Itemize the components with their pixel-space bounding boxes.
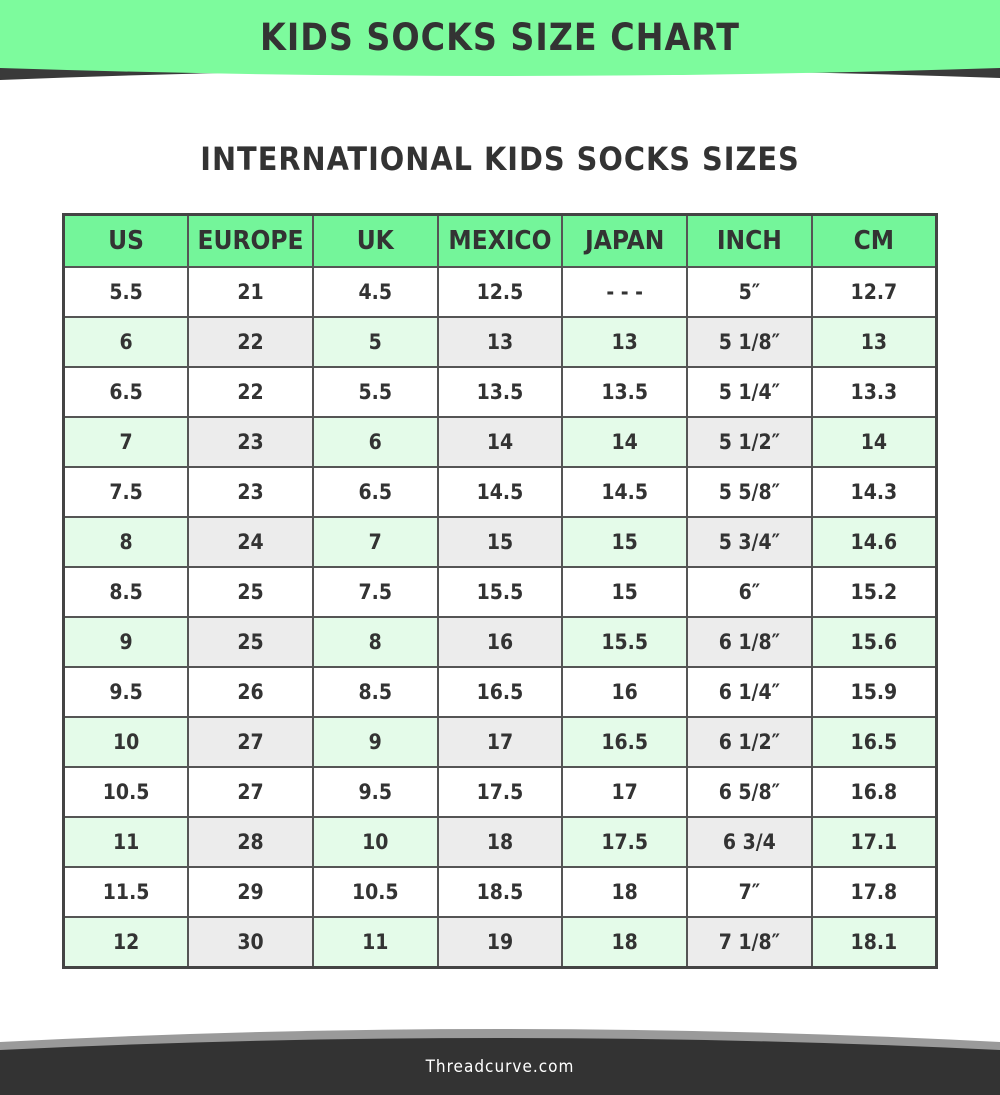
cell-japan: 16: [562, 667, 687, 717]
table-row: [64, 517, 937, 567]
cell-mexico: 18.5: [438, 867, 563, 917]
cell-japan: 16.5: [562, 717, 687, 767]
cell-us: 7.5: [64, 467, 189, 517]
col-header-cm: CM: [812, 215, 937, 268]
cell-cm: 16.5: [812, 717, 937, 767]
cell-cm: 12.7: [812, 267, 937, 317]
table-row: [64, 467, 937, 517]
cell-uk: 7: [313, 517, 438, 567]
cell-inch: 5″: [687, 267, 812, 317]
cell-cm: 18.1: [812, 917, 937, 968]
cell-japan: 13: [562, 317, 687, 367]
footer-site-name: Threadcurve.com: [425, 1057, 575, 1077]
cell-inch: 6 1/4″: [687, 667, 812, 717]
cell-uk: 5.5: [313, 367, 438, 417]
cell-europe: 25: [188, 617, 313, 667]
cell-japan: 13.5: [562, 367, 687, 417]
table-row: [64, 267, 937, 317]
cell-us: 10: [64, 717, 189, 767]
cell-europe: 27: [188, 717, 313, 767]
cell-inch: 5 3/4″: [687, 517, 812, 567]
cell-inch: 5 1/4″: [687, 367, 812, 417]
cell-europe: 22: [188, 317, 313, 367]
cell-us: 6.5: [64, 367, 189, 417]
cell-japan: 17.5: [562, 817, 687, 867]
table-row: [64, 917, 937, 968]
cell-us: 9: [64, 617, 189, 667]
table-row: [64, 417, 937, 467]
cell-mexico: 16: [438, 617, 563, 667]
cell-japan: 18: [562, 917, 687, 968]
cell-inch: 5 1/2″: [687, 417, 812, 467]
cell-mexico: 16.5: [438, 667, 563, 717]
cell-uk: 6.5: [313, 467, 438, 517]
cell-cm: 13.3: [812, 367, 937, 417]
cell-japan: 15: [562, 567, 687, 617]
cell-europe: 26: [188, 667, 313, 717]
cell-cm: 17.1: [812, 817, 937, 867]
cell-cm: 14: [812, 417, 937, 467]
cell-europe: 24: [188, 517, 313, 567]
cell-uk: 9.5: [313, 767, 438, 817]
col-header-europe: EUROPE: [188, 215, 313, 268]
cell-europe: 29: [188, 867, 313, 917]
table-row: [64, 867, 937, 917]
cell-inch: 6″: [687, 567, 812, 617]
cell-cm: 15.9: [812, 667, 937, 717]
cell-europe: 23: [188, 467, 313, 517]
cell-uk: 9: [313, 717, 438, 767]
cell-japan: 15.5: [562, 617, 687, 667]
cell-uk: 8: [313, 617, 438, 667]
cell-cm: 17.8: [812, 867, 937, 917]
table-row: [64, 767, 937, 817]
cell-uk: 6: [313, 417, 438, 467]
table-row: [64, 667, 937, 717]
cell-inch: 5 1/8″: [687, 317, 812, 367]
cell-japan: 18: [562, 867, 687, 917]
cell-mexico: 12.5: [438, 267, 563, 317]
col-header-us: US: [64, 215, 189, 268]
cell-europe: 28: [188, 817, 313, 867]
col-header-inch: INCH: [687, 215, 812, 268]
cell-us: 7: [64, 417, 189, 467]
cell-mexico: 15: [438, 517, 563, 567]
cell-europe: 21: [188, 267, 313, 317]
table-body: [64, 267, 937, 968]
cell-inch: 6 1/8″: [687, 617, 812, 667]
cell-cm: 14.3: [812, 467, 937, 517]
cell-us: 10.5: [64, 767, 189, 817]
table-row: [64, 367, 937, 417]
cell-us: 12: [64, 917, 189, 968]
table-row: [64, 717, 937, 767]
cell-cm: 16.8: [812, 767, 937, 817]
cell-cm: 14.6: [812, 517, 937, 567]
cell-uk: 5: [313, 317, 438, 367]
cell-cm: 15.6: [812, 617, 937, 667]
col-header-japan: JAPAN: [562, 215, 687, 268]
cell-mexico: 14.5: [438, 467, 563, 517]
cell-inch: 6 1/2″: [687, 717, 812, 767]
col-header-uk: UK: [313, 215, 438, 268]
cell-cm: 13: [812, 317, 937, 367]
cell-us: 9.5: [64, 667, 189, 717]
cell-japan: 14: [562, 417, 687, 467]
cell-japan: 14.5: [562, 467, 687, 517]
cell-uk: 8.5: [313, 667, 438, 717]
cell-uk: 10.5: [313, 867, 438, 917]
cell-us: 8.5: [64, 567, 189, 617]
cell-europe: 30: [188, 917, 313, 968]
cell-mexico: 13: [438, 317, 563, 367]
cell-japan: 15: [562, 517, 687, 567]
cell-europe: 27: [188, 767, 313, 817]
cell-mexico: 15.5: [438, 567, 563, 617]
cell-us: 8: [64, 517, 189, 567]
cell-inch: 5 5/8″: [687, 467, 812, 517]
cell-mexico: 19: [438, 917, 563, 968]
cell-mexico: 17.5: [438, 767, 563, 817]
cell-uk: 4.5: [313, 267, 438, 317]
col-header-mexico: MEXICO: [438, 215, 563, 268]
cell-inch: 7 1/8″: [687, 917, 812, 968]
cell-us: 11: [64, 817, 189, 867]
cell-japan: - - -: [562, 267, 687, 317]
size-table: [62, 213, 938, 969]
cell-mexico: 13.5: [438, 367, 563, 417]
table-row: [64, 817, 937, 867]
cell-uk: 10: [313, 817, 438, 867]
cell-europe: 25: [188, 567, 313, 617]
cell-mexico: 17: [438, 717, 563, 767]
cell-cm: 15.2: [812, 567, 937, 617]
cell-us: 6: [64, 317, 189, 367]
cell-us: 5.5: [64, 267, 189, 317]
cell-uk: 11: [313, 917, 438, 968]
cell-japan: 17: [562, 767, 687, 817]
cell-europe: 23: [188, 417, 313, 467]
table-row: [64, 317, 937, 367]
page-title: KIDS SOCKS SIZE CHART: [260, 16, 740, 59]
cell-inch: 6 5/8″: [687, 767, 812, 817]
table-row: [64, 617, 937, 667]
cell-mexico: 18: [438, 817, 563, 867]
table-title: INTERNATIONAL KIDS SOCKS SIZES: [200, 140, 800, 178]
table-header-row: [64, 215, 937, 268]
cell-inch: 6 3/4: [687, 817, 812, 867]
cell-us: 11.5: [64, 867, 189, 917]
table-row: [64, 567, 937, 617]
cell-uk: 7.5: [313, 567, 438, 617]
cell-europe: 22: [188, 367, 313, 417]
cell-inch: 7″: [687, 867, 812, 917]
cell-mexico: 14: [438, 417, 563, 467]
